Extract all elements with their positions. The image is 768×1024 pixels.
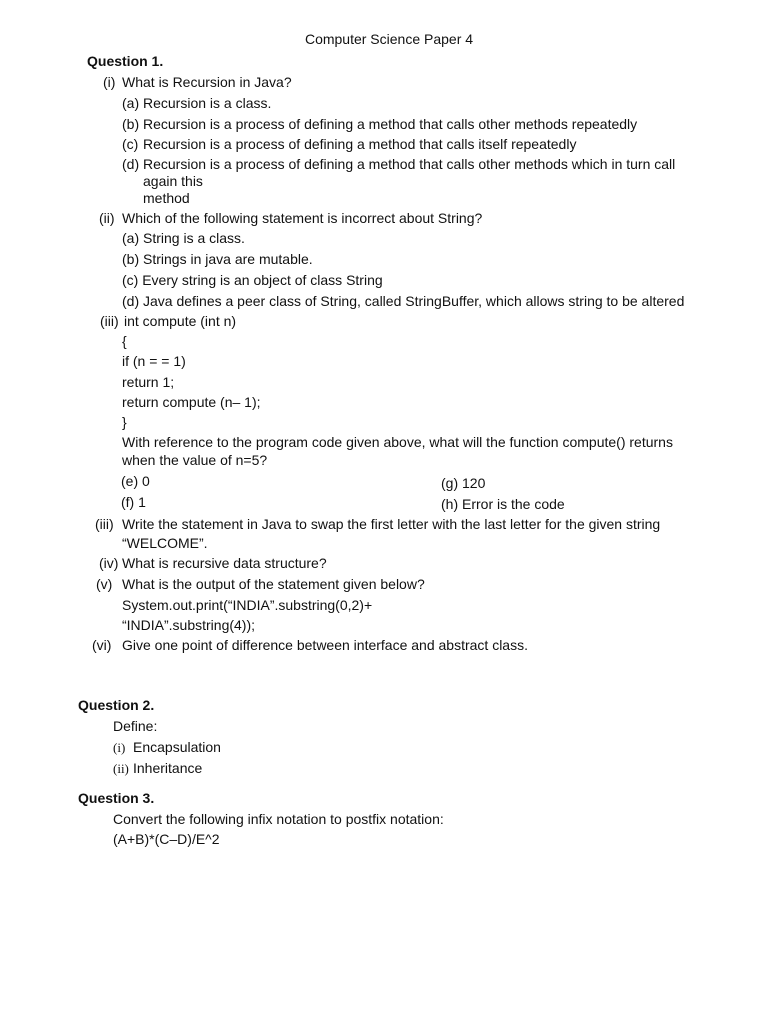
q1-iii-b-line1: Write the statement in Java to swap the first letter with the last letter for the given string [122, 516, 661, 532]
q1-v-number: (v) [96, 576, 113, 592]
code-line: if (n = = 1) [122, 353, 186, 369]
q1-iii-a-number: (iii) [100, 313, 119, 329]
q1-i-option-a: Recursion is a class. [143, 95, 272, 111]
q2-item-2-number: (ii) [113, 761, 129, 776]
q1-ii-option-a: (a) String is a class. [122, 230, 245, 246]
question-1-heading: Question 1. [87, 53, 164, 69]
q1-iii-a-option-e: (e) 0 [121, 473, 150, 489]
q1-ii-option-d: (d) Java defines a peer class of String, called StringBuffer, which allows string to be altered [122, 293, 685, 309]
code-line: int compute (int n) [124, 313, 237, 329]
code-line: return compute (n– 1); [122, 394, 261, 410]
page-title: Computer Science Paper 4 [304, 31, 474, 47]
q1-vi-text: Give one point of difference between interface and abstract class. [122, 637, 528, 653]
q1-iii-a-option-g: (g) 120 [441, 475, 486, 491]
question-3-heading: Question 3. [78, 790, 155, 806]
question-2-heading: Question 2. [78, 697, 155, 713]
q1-ii-option-b: (b) Strings in java are mutable. [122, 251, 313, 267]
q1-i-number: (i) [103, 74, 116, 90]
q1-i-option-d-line3: method [143, 190, 190, 206]
code-line: } [122, 414, 127, 430]
q2-define-label: Define: [113, 718, 158, 734]
q1-vi-number: (vi) [92, 637, 112, 653]
q1-i-option-b-label: (b) [122, 116, 140, 132]
q1-i-option-d-line1: Recursion is a process of defining a method that calls other methods which in turn call [143, 156, 676, 172]
q3-expression: (A+B)*(C–D)/E^2 [113, 831, 220, 847]
q2-item-2-text: Inheritance [133, 760, 203, 776]
q1-i-option-a-label: (a) [122, 95, 140, 111]
q1-v-line2: System.out.print(“INDIA”.substring(0,2)+ [122, 597, 373, 613]
q1-iii-a-question-line2: when the value of n=5? [122, 452, 268, 468]
q1-i-option-c: Recursion is a process of defining a method that calls itself repeatedly [143, 136, 577, 152]
q1-i-option-d-label: (d) [122, 156, 140, 172]
q1-iv-text: What is recursive data structure? [122, 555, 327, 571]
q1-ii-option-c: (c) Every string is an object of class String [122, 272, 383, 288]
q1-iv-number: (iv) [99, 555, 119, 571]
q2-item-1-number: (i) [113, 740, 126, 755]
code-line: return 1; [122, 374, 175, 390]
q1-iii-a-option-f: (f) 1 [121, 494, 146, 510]
code-line: { [122, 333, 127, 349]
q1-iii-a-option-h: (h) Error is the code [441, 496, 565, 512]
q1-ii-text: Which of the following statement is incorrect about String? [122, 210, 483, 226]
q1-iii-b-number: (iii) [95, 516, 114, 532]
q1-i-option-c-label: (c) [122, 136, 139, 152]
q1-iii-a-question-line1: With reference to the program code given above, what will the function compute() returns [122, 434, 673, 450]
q1-v-line3: “INDIA”.substring(4)); [122, 617, 256, 633]
q1-i-option-b: Recursion is a process of defining a method that calls other methods repeatedly [143, 116, 638, 132]
q3-text: Convert the following infix notation to postfix notation: [113, 811, 444, 827]
q1-ii-number: (ii) [99, 210, 115, 226]
q2-item-1-text: Encapsulation [133, 739, 221, 755]
q1-i-option-d-line2: again this [143, 173, 203, 189]
q1-i-text: What is Recursion in Java? [122, 74, 292, 90]
q1-v-text: What is the output of the statement given below? [122, 576, 425, 592]
q1-iii-b-line2: “WELCOME”. [122, 535, 208, 551]
